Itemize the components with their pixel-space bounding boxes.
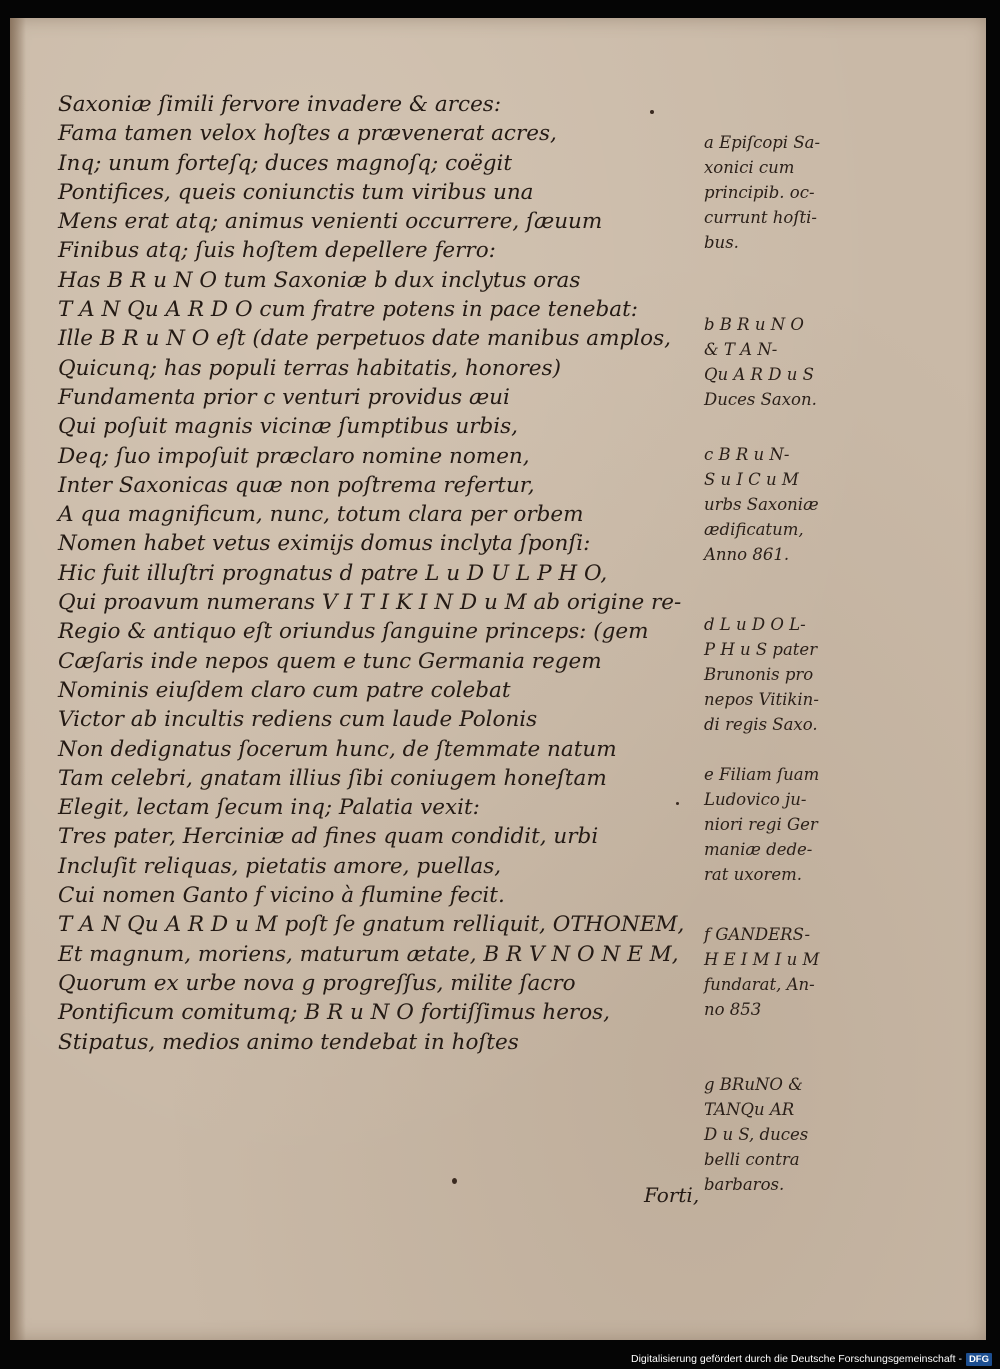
- verse-line: Qui poſuit magnis vicinæ ſumptibus urbis,: [58, 414, 519, 440]
- verse-line: T A N Qu A R D u M poſt ſe gnatum relliquit, OTHONEM,: [58, 912, 685, 938]
- verse-line: Non dedignatus ſocerum hunc, de ſtemmate natum: [58, 736, 617, 762]
- margin-note-line: bus.: [704, 233, 739, 252]
- ink-speck: [676, 802, 679, 805]
- margin-note-line: xonici cum: [704, 158, 795, 177]
- verse-line: A qua magnificum, nunc, totum clara per orbem: [58, 502, 584, 528]
- verse-line: Inter Saxonicas quæ non poſtrema refertur,: [58, 472, 535, 498]
- margin-note-line: urbs Saxoniæ: [704, 495, 819, 514]
- verse-line: Tres pater, Herciniæ ad fines quam condidit, urbi: [58, 824, 599, 850]
- verse-line: Pontificum comitumq; B R u N O fortiſſimus heros,: [58, 1000, 611, 1026]
- margin-note-line: di regis Saxo.: [704, 715, 818, 734]
- margin-note-line: b B R u N O: [704, 315, 804, 334]
- margin-note-line: g BRuNO &: [704, 1075, 803, 1094]
- ink-speck: [650, 110, 654, 114]
- margin-note-line: Duces Saxon.: [704, 390, 817, 409]
- verse-line: Nominis eiuſdem claro cum patre colebat: [58, 677, 511, 703]
- margin-note-line: nepos Vitikin-: [704, 690, 819, 709]
- verse-line: Hic fuit illuſtri prognatus d patre L u D U L P H O,: [58, 560, 608, 586]
- verse-line: Et magnum, moriens, maturum ætate, B R V N O N E M,: [58, 941, 679, 967]
- margin-note-line: a Epiſcopi Sa-: [704, 133, 821, 152]
- page-binding-edge: [10, 18, 26, 1340]
- verse-line: Pontifices, queis coniunctis tum viribus una: [58, 179, 534, 205]
- ink-speck: [452, 1178, 457, 1184]
- margin-note-line: Brunonis pro: [704, 665, 814, 684]
- margin-note-d: [704, 612, 864, 737]
- verse-line: T A N Qu A R D O cum fratre potens in pace tenebat:: [58, 297, 638, 323]
- verse-line: Nomen habet vetus eximijs domus inclyta ſponſi:: [58, 531, 591, 557]
- verse-line: Ille B R u N O eſt (date perpetuos date manibus amplos,: [58, 326, 671, 352]
- margin-note-line: belli contra: [704, 1150, 800, 1169]
- margin-note-line: niori regi Ger: [704, 815, 818, 834]
- verse-line: Mens erat atq; animus venienti occurrere, ſæuum: [58, 209, 603, 235]
- margin-note-line: & T A N-: [704, 340, 778, 359]
- dfg-logo: DFG: [966, 1353, 992, 1366]
- margin-note-line: S u I C u M: [704, 470, 799, 489]
- verse-line: Quicunq; has populi terras habitatis, honores): [58, 355, 561, 381]
- verse-line: Fama tamen velox hoſtes a prævenerat acres,: [58, 121, 557, 147]
- verse-line: Qui proavum numerans V I T I K I N D u M ab origine re-: [58, 590, 682, 616]
- margin-note-line: maniæ dede-: [704, 840, 813, 859]
- funding-credit: Digitalisierung gefördert durch die Deutsche Forschungsgemeinschaft -: [631, 1353, 962, 1365]
- margin-note-line: d L u D O L-: [704, 615, 806, 634]
- verse-line: Incluſit reliquas, pietatis amore, puellas,: [58, 853, 502, 879]
- margin-note-line: f GANDERS-: [704, 925, 811, 944]
- verse-line: Elegit, lectam ſecum inq; Palatia vexit:: [58, 795, 480, 821]
- margin-note-f: [704, 922, 864, 1022]
- verse-line: Stipatus, medios animo tendebat in hoſtes: [58, 1029, 519, 1055]
- margin-note-c: [704, 442, 864, 567]
- verse-line: Deq; ſuo impoſuit præclaro nomine nomen,: [58, 443, 530, 469]
- margin-note-line: Qu A R D u S: [704, 365, 814, 384]
- margin-note-line: principib. oc-: [704, 183, 815, 202]
- margin-note-line: H E I M I u M: [704, 950, 820, 969]
- margin-note-g: [704, 1072, 864, 1197]
- verse-line: Has B R u N O tum Saxoniæ b dux inclytus oras: [58, 267, 581, 293]
- margin-note-line: ædificatum,: [704, 520, 804, 539]
- verse-line: Regio & antiquo eſt oriundus ſanguine princeps: (gem: [58, 619, 649, 645]
- margin-note-a: [704, 130, 864, 255]
- margin-note-line: e Filiam ſuam: [704, 765, 820, 784]
- verse-line: Finibus atq; ſuis hoſtem depellere ferro:: [58, 238, 496, 264]
- margin-note-line: currunt hoſti-: [704, 208, 817, 227]
- verse-line: Victor ab incultis rediens cum laude Polonis: [58, 707, 538, 733]
- margin-note-line: TANQu AR: [704, 1100, 795, 1119]
- margin-note-line: c B R u N-: [704, 445, 790, 464]
- margin-note-line: Ludovico ju-: [704, 790, 807, 809]
- margin-note-b: [704, 312, 864, 412]
- margin-note-line: rat uxorem.: [704, 865, 803, 884]
- verse-line: Inq; unum forteſq; duces magnoſq; coëgit: [58, 150, 513, 176]
- margin-note-line: Anno 861.: [704, 545, 790, 564]
- verse-line: Cui nomen Ganto f vicino à flumine fecit.: [58, 883, 505, 909]
- poem-text-block: [58, 90, 718, 1057]
- catchword: Forti,: [644, 1183, 700, 1207]
- margin-note-line: no 853: [704, 1000, 762, 1019]
- verse-line: Tam celebri, gnatam illius ſibi coniugem honeſtam: [58, 765, 607, 791]
- margin-note-line: fundarat, An-: [704, 975, 815, 994]
- margin-note-line: P H u S pater: [704, 640, 818, 659]
- margin-note-e: [704, 762, 864, 887]
- margin-note-line: D u S, duces: [704, 1125, 809, 1144]
- digitization-footer: [631, 1352, 992, 1366]
- book-page: [10, 18, 986, 1340]
- margin-note-line: barbaros.: [704, 1175, 785, 1194]
- verse-line: Fundamenta prior c venturi providus æui: [58, 384, 510, 410]
- verse-line: Cæſaris inde nepos quem e tunc Germania regem: [58, 648, 602, 674]
- verse-line: Quorum ex urbe nova g progreſſus, milite ſacro: [58, 970, 576, 996]
- verse-line: Saxoniæ ſimili fervore invadere & arces:: [58, 92, 502, 117]
